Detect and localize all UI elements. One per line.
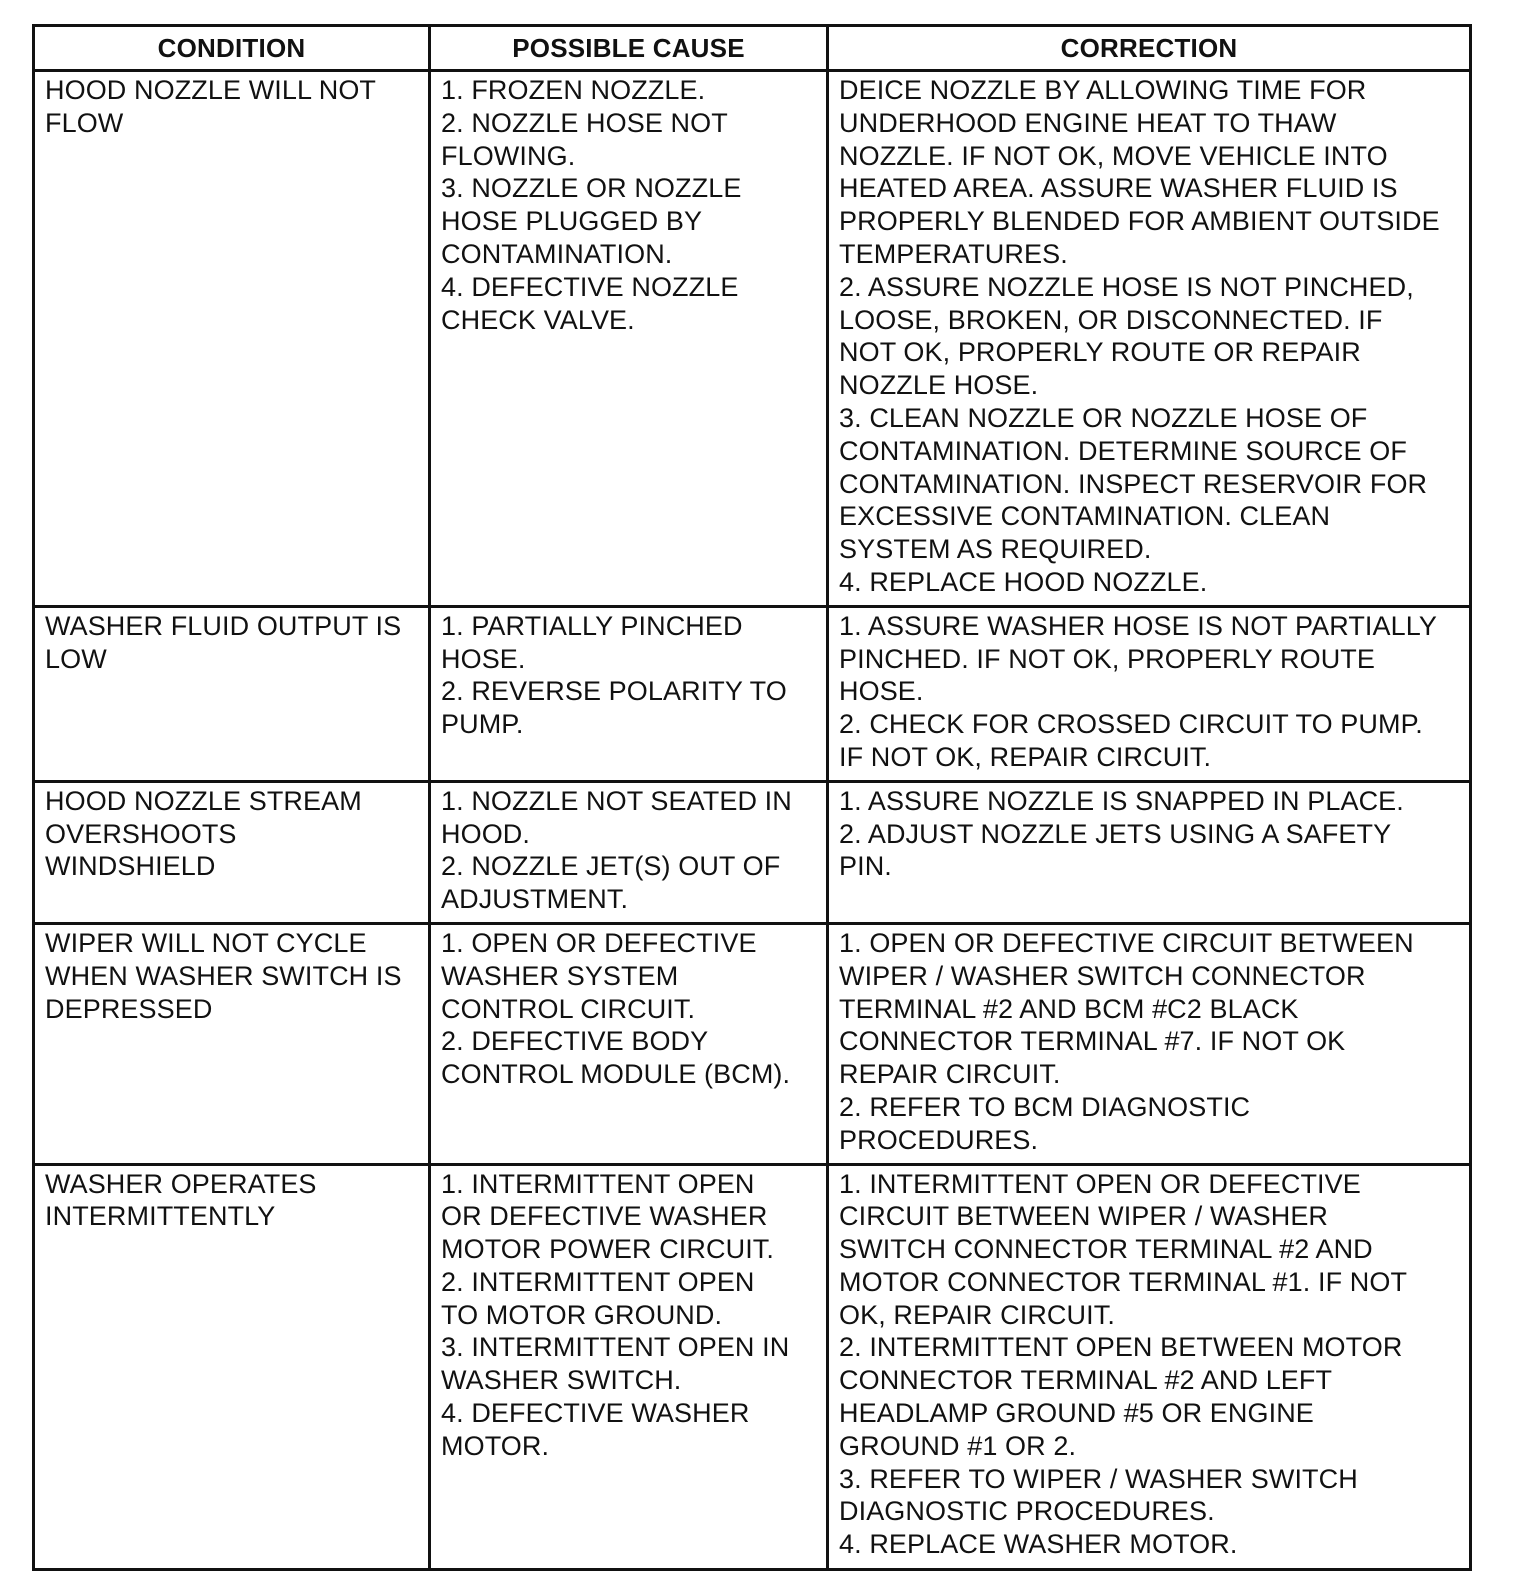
condition-text: HOOD NOZZLE STREAM OVERSHOOTS WINDSHIELD — [45, 785, 362, 882]
table-body — [34, 71, 1471, 1570]
header-condition: CONDITION — [34, 26, 430, 71]
possible-cause-cell — [430, 923, 828, 1164]
correction-cell — [828, 606, 1471, 781]
possible-cause-cell — [430, 606, 828, 781]
header-correction: CORRECTION — [828, 26, 1471, 71]
correction-cell — [828, 923, 1471, 1164]
correction-text: 1. ASSURE NOZZLE IS SNAPPED IN PLACE. 2. ADJUST NOZZLE JETS USING A SAFETY PIN. — [839, 785, 1404, 882]
table-header — [34, 26, 1471, 71]
header-possible-cause: POSSIBLE CAUSE — [430, 26, 828, 71]
header-row — [34, 26, 1471, 71]
possible-cause-cell — [430, 71, 828, 607]
table-row — [34, 606, 1471, 781]
condition-text: WASHER FLUID OUTPUT IS LOW — [45, 610, 402, 674]
diagnosis-table — [32, 24, 1472, 1571]
table-row — [34, 71, 1471, 607]
possible-cause-cell — [430, 781, 828, 923]
correction-text: DEICE NOZZLE BY ALLOWING TIME FOR UNDERHOOD ENGINE HEAT TO THAW NOZZLE. IF NOT OK, MOVE VEHICLE INTO HEATED AREA. ASSURE WASHER FLUID IS PROPERLY BLENDED FOR AMBIENT OUTSIDE TEMPERATURES. 2. ASSURE NOZZLE HOSE IS NOT PINCHED, LOOSE, BROKEN, OR DISCONNECTED. IF NOT OK, PROPERLY ROUTE OR REPAIR NOZZLE HOSE. 3. CLEAN NOZZLE OR NOZZLE HOSE OF CONTAMINATION. DETERMINE SOURCE OF CONTAMINATION. INSPECT RESERVOIR FOR EXCESSIVE CONTAMINATION. CLEAN SYSTEM AS REQUIRED. 4. REPLACE HOOD NOZZLE. — [839, 75, 1440, 597]
condition-text: HOOD NOZZLE WILL NOT FLOW — [45, 75, 377, 138]
condition-text: WIPER WILL NOT CYCLE WHEN WASHER SWITCH IS DEPRESSED — [45, 927, 402, 1024]
possible-cause-text: 1. NOZZLE NOT SEATED IN HOOD. 2. NOZZLE JET(S) OUT OF ADJUSTMENT. — [441, 785, 792, 915]
condition-cell — [34, 1164, 430, 1569]
correction-text: 1. ASSURE WASHER HOSE IS NOT PARTIALLY PINCHED. IF NOT OK, PROPERLY ROUTE HOSE. 2. CHECK FOR CROSSED CIRCUIT TO PUMP. IF NOT OK, REPAIR CIRCUIT. — [839, 610, 1437, 772]
correction-cell — [828, 781, 1471, 923]
condition-cell — [34, 923, 430, 1164]
table-row — [34, 1164, 1471, 1569]
condition-text: WASHER OPERATES INTERMITTENTLY — [45, 1168, 317, 1232]
table-row — [34, 781, 1471, 923]
possible-cause-text: 1. FROZEN NOZZLE. 2. NOZZLE HOSE NOT FLOWING. 3. NOZZLE OR NOZZLE HOSE PLUGGED BY CONTAMINATION. 4. DEFECTIVE NOZZLE CHECK VALVE. — [441, 75, 742, 335]
correction-cell — [828, 71, 1471, 607]
correction-text: 1. OPEN OR DEFECTIVE CIRCUIT BETWEEN WIPER / WASHER SWITCH CONNECTOR TERMINAL #2 AND BCM #C2 BLACK CONNECTOR TERMINAL #7. IF NOT OK REPAIR CIRCUIT. 2. REFER TO BCM DIAGNOSTIC PROCEDURES. — [839, 927, 1414, 1155]
correction-text: 1. INTERMITTENT OPEN OR DEFECTIVE CIRCUIT BETWEEN WIPER / WASHER SWITCH CONNECTOR TERMINAL #2 AND MOTOR CONNECTOR TERMINAL #1. IF NOT OK, REPAIR CIRCUIT. 2. INTERMITTENT OPEN BETWEEN MOTOR CONNECTOR TERMINAL #2 AND LEFT HEADLAMP GROUND #5 OR ENGINE GROUND #1 OR 2. 3. REFER TO WIPER / WASHER SWITCH DIAGNOSTIC PROCEDURES. 4. REPLACE WASHER MOTOR. — [839, 1168, 1408, 1560]
condition-cell — [34, 606, 430, 781]
possible-cause-text: 1. OPEN OR DEFECTIVE WASHER SYSTEM CONTROL CIRCUIT. 2. DEFECTIVE BODY CONTROL MODULE (BCM). — [441, 927, 791, 1090]
table-row — [34, 923, 1471, 1164]
possible-cause-text: 1. INTERMITTENT OPEN OR DEFECTIVE WASHER MOTOR POWER CIRCUIT. 2. INTERMITTENT OPEN TO MOTOR GROUND. 3. INTERMITTENT OPEN IN WASHER SWITCH. 4. DEFECTIVE WASHER MOTOR. — [441, 1168, 790, 1461]
possible-cause-text: 1. PARTIALLY PINCHED HOSE. 2. REVERSE POLARITY TO PUMP. — [441, 610, 787, 740]
correction-cell — [828, 1164, 1471, 1569]
condition-cell — [34, 71, 430, 607]
condition-cell — [34, 781, 430, 923]
possible-cause-cell — [430, 1164, 828, 1569]
